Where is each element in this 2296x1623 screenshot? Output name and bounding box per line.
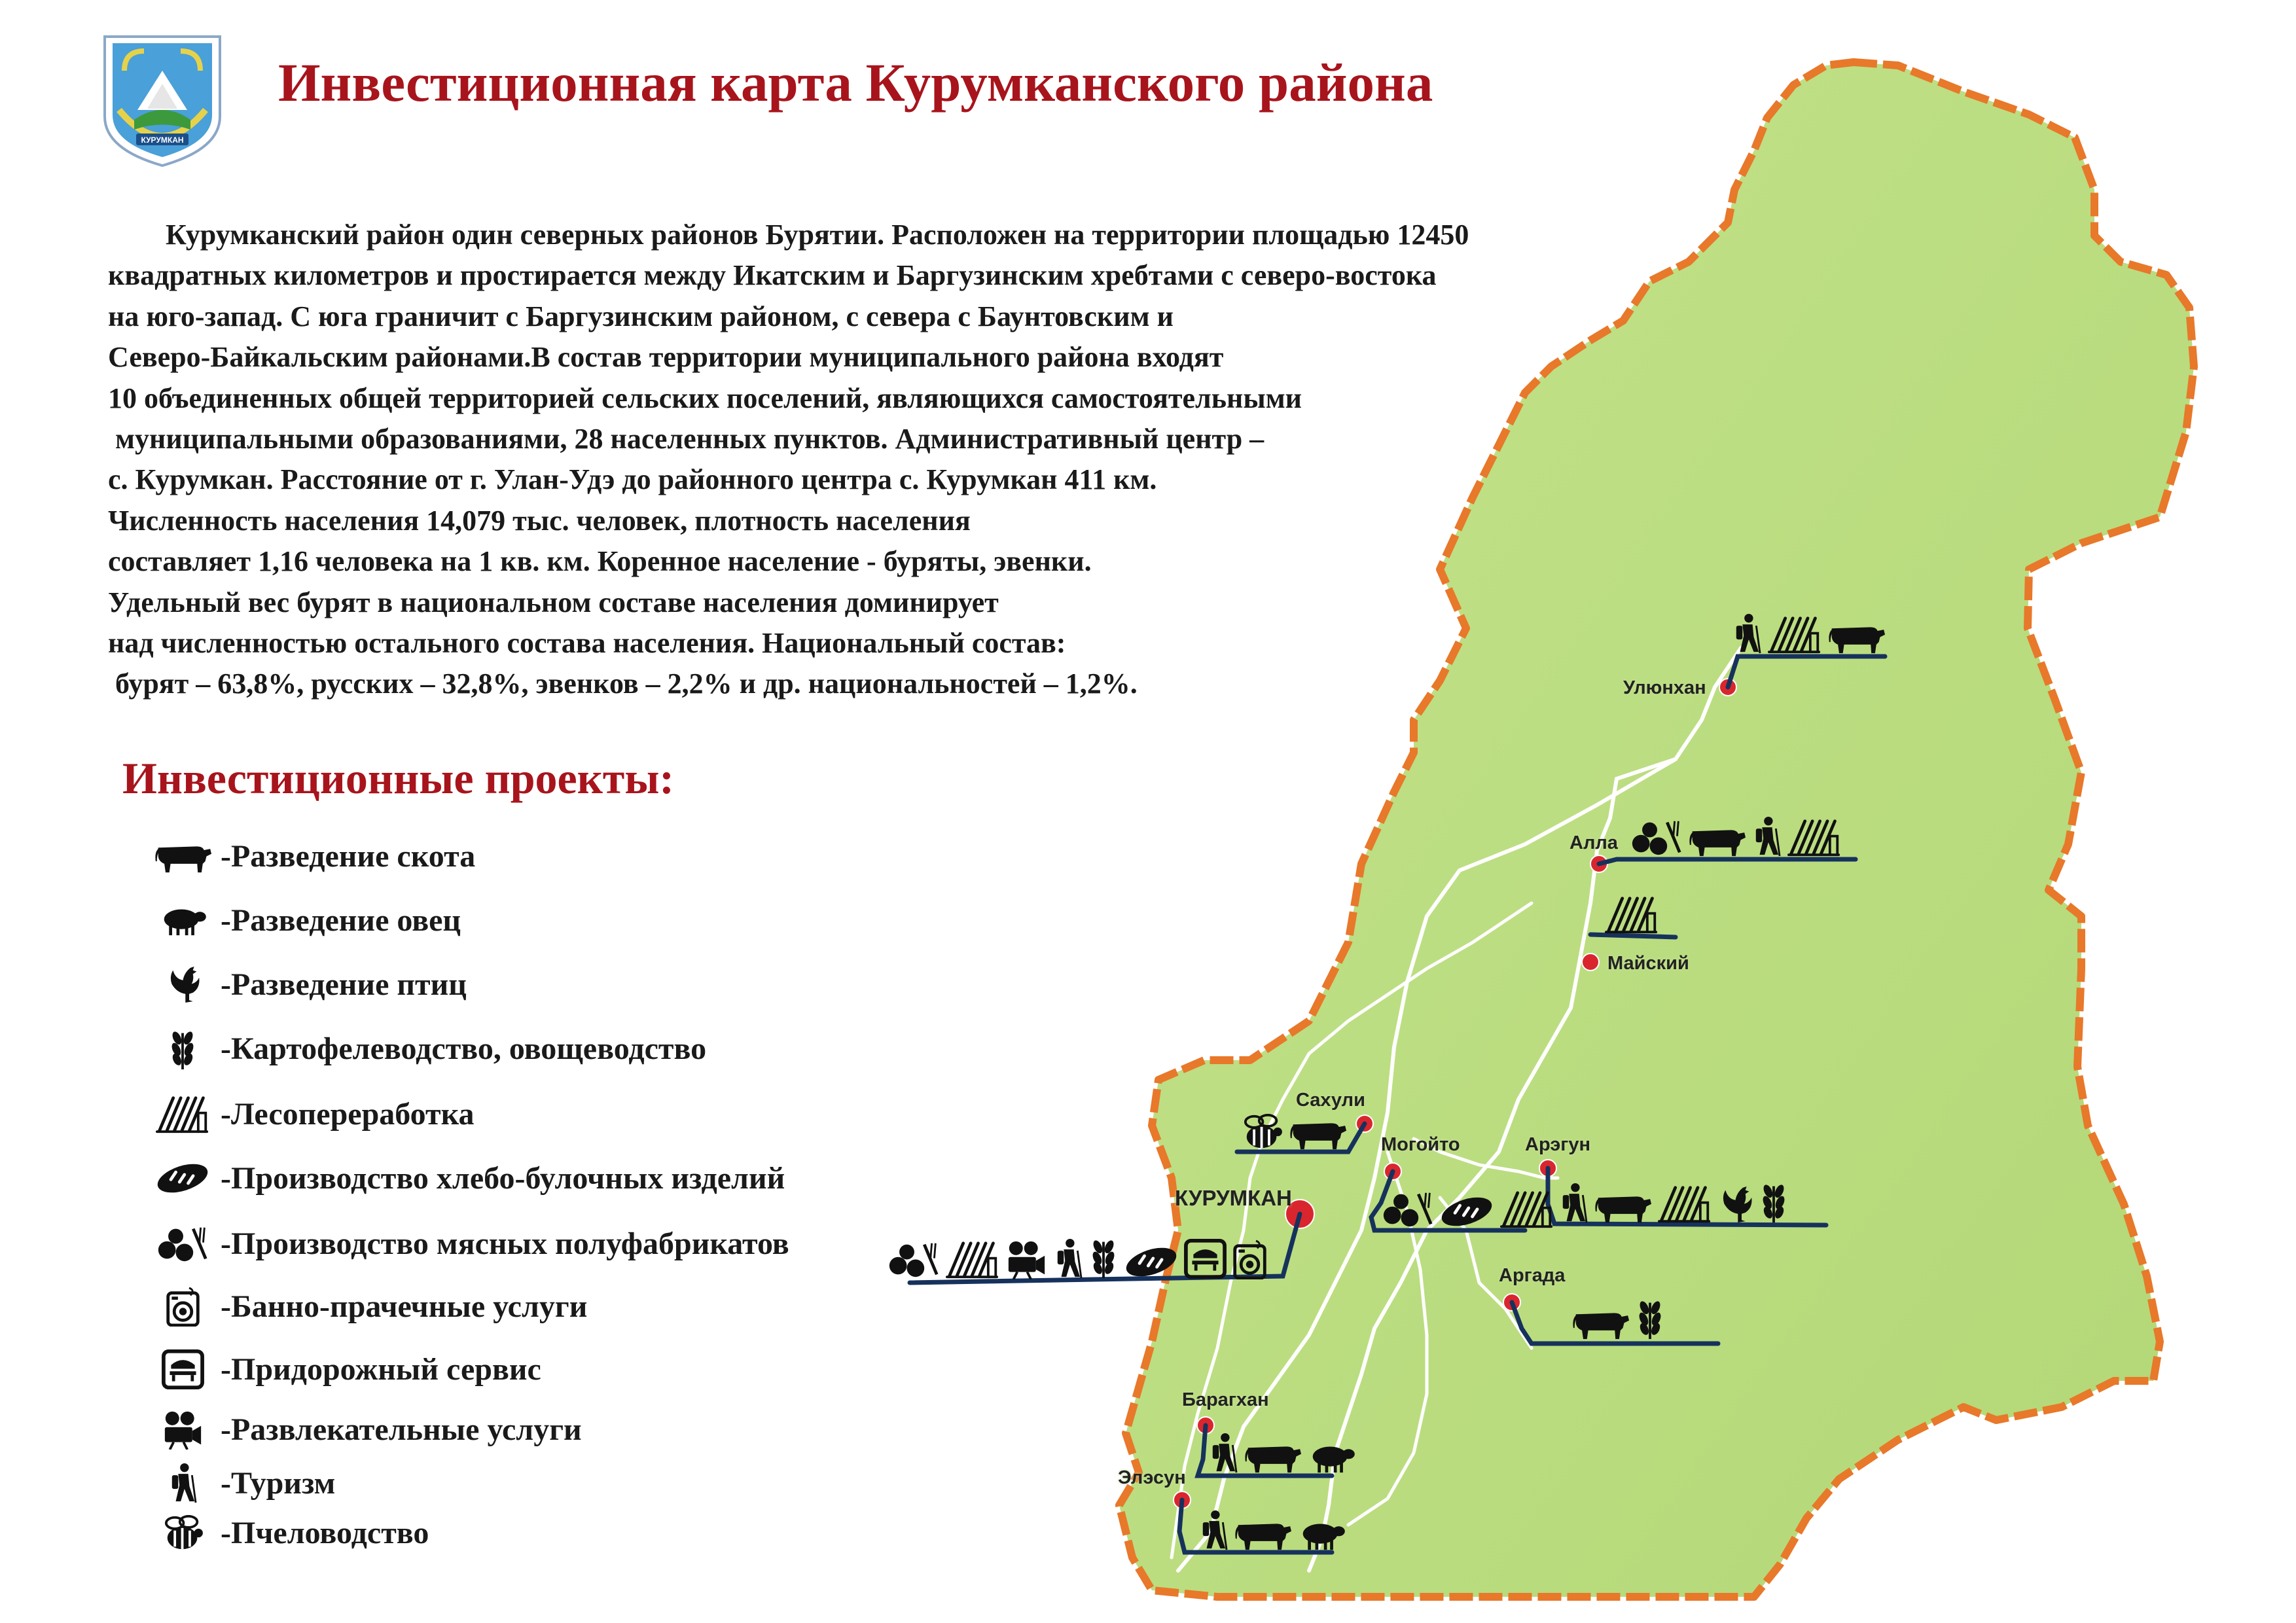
lumber-icon [1604, 895, 1660, 935]
settlement-dot-maysky [1582, 954, 1599, 971]
legend-item-roadside [147, 1343, 541, 1395]
meat-icon [887, 1240, 941, 1279]
legend-item-beekeeping [147, 1507, 429, 1559]
sheep-icon [1297, 1519, 1346, 1551]
description-line: бурят – 63,8%, русских – 32,8%, эвенков – 2,2% и др. национальностей – 1,2%. [108, 668, 1138, 700]
legend-label: -Пчеловодство [221, 1515, 429, 1550]
cow-icon [1593, 1189, 1653, 1224]
roadside-icon [147, 1344, 218, 1394]
settlement-projects-mogoyto [1381, 1177, 1555, 1229]
cow-icon [1233, 1516, 1293, 1551]
settlement-projects-kurumkan [887, 1227, 1268, 1279]
description-line: с. Курумкан. Расстояние от г. Улан-Удэ до районного центра с. Курумкан 411 км. [108, 463, 1157, 496]
settlement-label-kurumkan: КУРУМКАН [1175, 1186, 1292, 1210]
camera-icon [1005, 1240, 1049, 1279]
meat-icon [1381, 1189, 1435, 1229]
legend-label: -Картофелеводство, овощеводство [221, 1031, 707, 1066]
wheat-icon [1088, 1236, 1119, 1279]
legend-label: -Лесопереработка [221, 1096, 475, 1132]
legend-label: -Производство хлебо-булочных изделий [221, 1160, 785, 1196]
sheep-icon [1306, 1442, 1356, 1474]
description-line: Курумканский район один северных районов Бурятии. Расположен на территории площадью 12450 [108, 219, 1469, 251]
settlement-label-aregun: Арэгун [1525, 1134, 1591, 1155]
lumber-icon [147, 1089, 218, 1139]
settlement-label-elesun: Элэсун [1118, 1467, 1186, 1488]
description-line: квадратных километров и простирается между Икатским и Баргузинским хребтами с северо-востока [108, 259, 1437, 292]
meat-icon [147, 1219, 218, 1268]
settlement-projects-ulyunhan [1731, 602, 1886, 654]
settlement-projects-maysky [1604, 882, 1660, 935]
legend-item-lumber [147, 1088, 475, 1140]
description-line: 10 объединенных общей территорией сельских поселений, являющихся самостоятельными [108, 382, 1302, 414]
hiker-icon [1198, 1510, 1229, 1551]
legend-item-bath [147, 1280, 587, 1332]
settlement-projects-baragkhan [1208, 1421, 1356, 1474]
legend-label: -Производство мясных полуфабрикатов [221, 1226, 789, 1261]
legend-item-meat [147, 1217, 789, 1270]
cow-icon [1687, 823, 1747, 857]
district-description [108, 215, 1613, 705]
wheat-icon [147, 1024, 218, 1073]
lumber-icon [1786, 817, 1842, 857]
legend-item-tourism [147, 1457, 335, 1509]
emblem-label: КУРУМКАН [141, 135, 184, 145]
settlement-projects-argada [1571, 1288, 1666, 1340]
settlement-label-sakhuli: Сахули [1296, 1090, 1365, 1111]
legend-item-poultry [147, 958, 467, 1010]
lumber-icon [1657, 1184, 1713, 1224]
washer-icon [147, 1281, 218, 1331]
meat-icon [1630, 817, 1683, 857]
settlement-projects-alla [1630, 805, 1842, 857]
legend-label: -Разведение птиц [221, 967, 467, 1002]
settlement-label-alla: Алла [1570, 832, 1618, 853]
wheat-icon [1634, 1296, 1666, 1340]
lumber-icon [944, 1240, 1001, 1279]
hiker-icon [1731, 613, 1763, 654]
hiker-icon [147, 1458, 218, 1508]
bee-icon [1240, 1113, 1284, 1150]
page-title: Инвестиционная карта Курумканского района [278, 52, 1433, 113]
description-line: муниципальными образованиями, 28 населенных пунктов. Административный центр – [108, 422, 1265, 455]
settlement-projects-elesun [1198, 1499, 1346, 1551]
lumber-icon [1767, 615, 1823, 654]
cow-icon [1827, 620, 1886, 654]
legend-item-vegetables [147, 1022, 706, 1075]
description-line: Удельный вес бурят в национальном составе населения доминирует [108, 586, 999, 618]
settlement-label-ulyunhan: Улюнхан [1623, 677, 1706, 698]
wheat-icon [1758, 1180, 1789, 1224]
settlement-label-argada: Аргада [1499, 1265, 1566, 1286]
cow-icon [147, 831, 218, 881]
rooster-icon [147, 959, 218, 1009]
settlement-projects-sakhuli [1240, 1098, 1348, 1150]
cow-icon [1571, 1306, 1630, 1340]
hiker-icon [1052, 1238, 1084, 1279]
legend-label: -Разведение скота [221, 838, 476, 874]
legend-item-cattle [147, 830, 475, 882]
settlement-label-mogoyto: Могойто [1381, 1134, 1460, 1155]
description-line: Северо-Байкальским районами.В состав территории муниципального района входят [108, 341, 1224, 374]
description-line: Численность населения 14,079 тыс. человек, плотность населения [108, 504, 971, 537]
description-line: над численностью остального состава населения. Национальный состав: [108, 626, 1066, 659]
sheep-icon [147, 895, 218, 945]
settlement-projects-aregun [1558, 1171, 1789, 1224]
hiker-icon [1751, 816, 1782, 857]
lumber-icon [1499, 1189, 1555, 1229]
projects-heading: Инвестиционные проекты: [122, 753, 675, 803]
legend-label: -Разведение овец [221, 902, 461, 938]
legend-label: -Развлекательные услуги [221, 1412, 582, 1447]
roadside-icon [1183, 1238, 1227, 1279]
bread-icon [147, 1153, 218, 1203]
description-line: составляет 1,16 человека на 1 кв. км. Коренное население - буряты, эвенки. [108, 545, 1092, 578]
cow-icon [1243, 1439, 1302, 1474]
legend-label: -Туризм [221, 1465, 336, 1501]
hiker-icon [1558, 1183, 1589, 1224]
bread-icon [1123, 1245, 1179, 1279]
legend-item-sheep [147, 894, 461, 946]
washer-icon [1231, 1240, 1268, 1279]
rooster-icon [1717, 1185, 1754, 1224]
settlement-label-maysky: Майский [1607, 953, 1689, 974]
camera-icon [147, 1404, 218, 1454]
legend-label: -Банно-прачечные услуги [221, 1289, 588, 1324]
legend-item-bakery [147, 1152, 785, 1204]
settlement-label-baragkhan: Барагхан [1182, 1389, 1269, 1410]
cow-icon [1288, 1116, 1348, 1150]
hiker-icon [1208, 1433, 1239, 1474]
description-line: на юго-запад. С юга граничит с Баргузинским районом, с севера с Баунтовским и [108, 300, 1174, 332]
bread-icon [1439, 1194, 1495, 1229]
legend-label: -Придорожный сервис [221, 1351, 541, 1387]
coat-of-arms-emblem [98, 31, 226, 169]
bee-icon [147, 1508, 218, 1558]
legend-item-entertainment [147, 1403, 582, 1455]
